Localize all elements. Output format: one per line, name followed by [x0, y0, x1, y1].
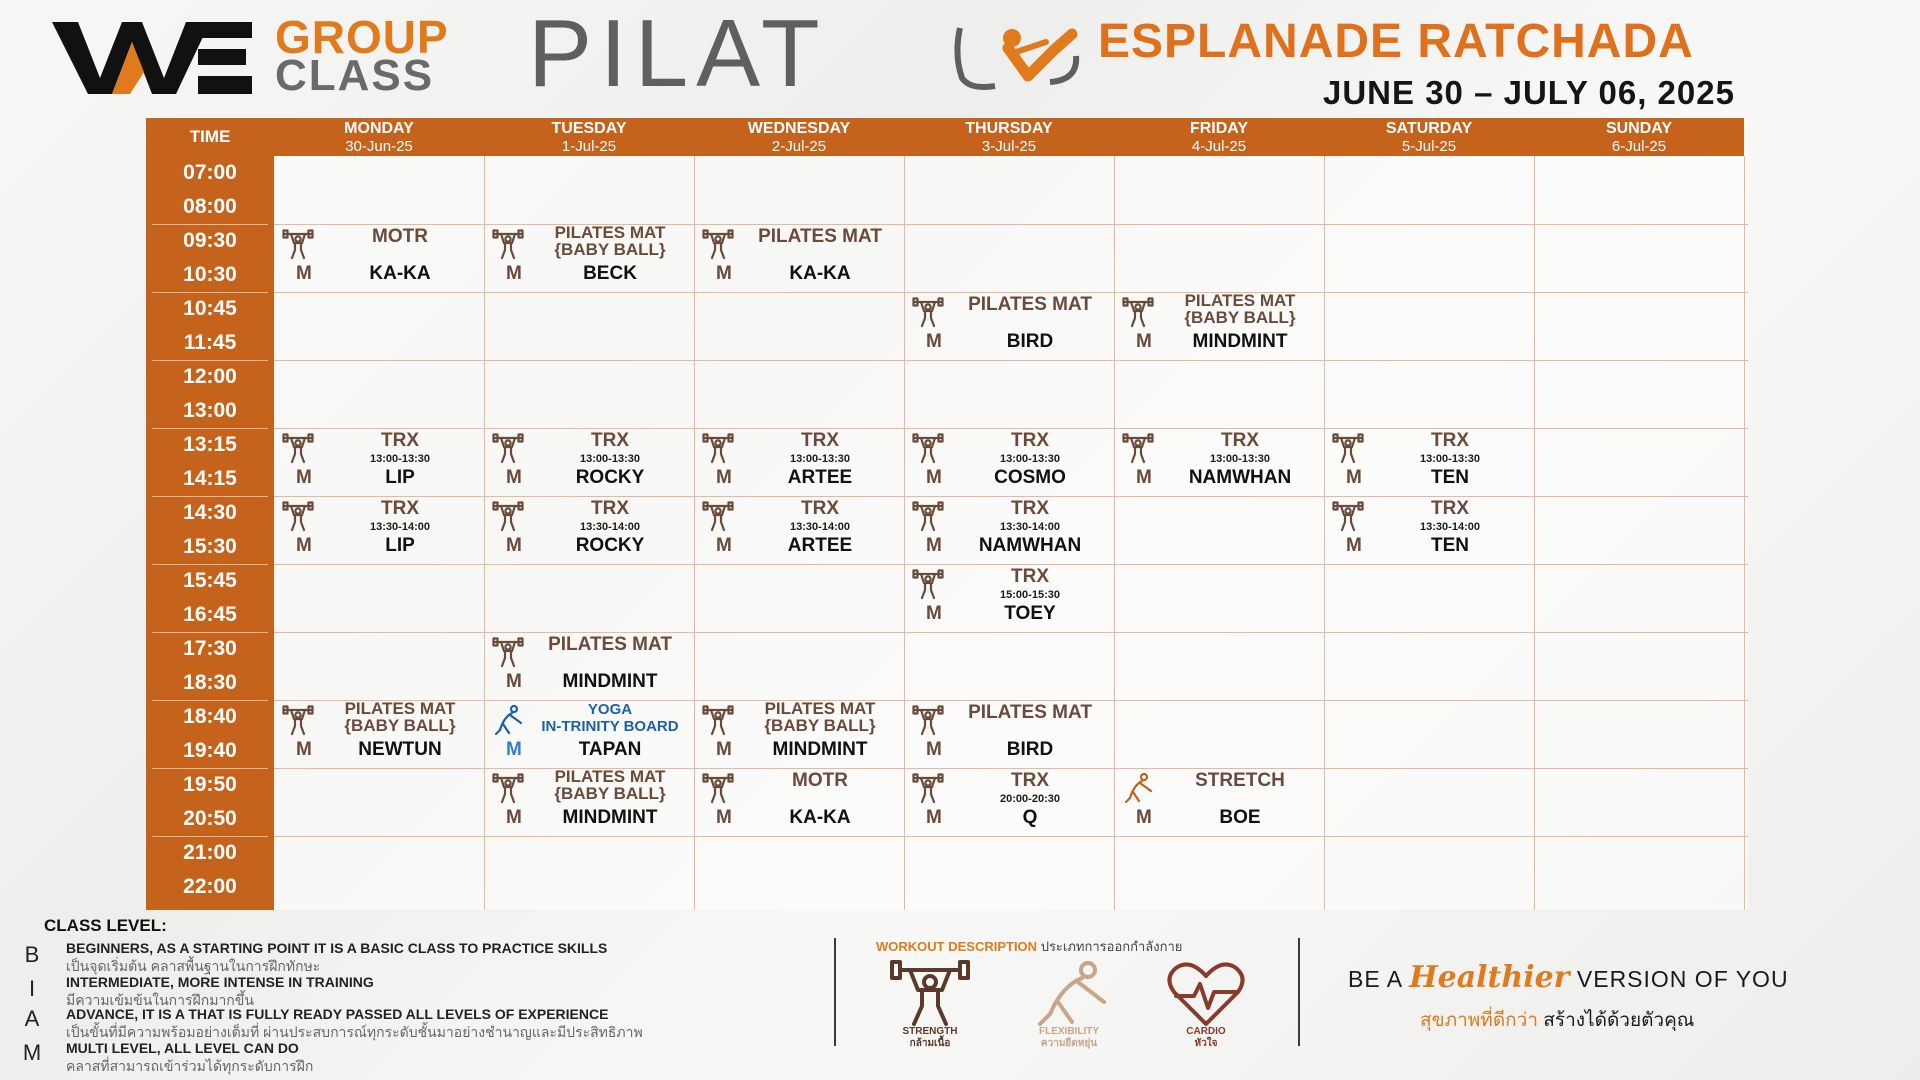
strength-icon — [492, 228, 524, 260]
time-label: 15:45 — [183, 569, 237, 592]
class-cell — [694, 700, 904, 767]
class-cell — [1324, 428, 1534, 495]
strength-icon — [492, 432, 524, 464]
grid-line — [274, 836, 1748, 837]
class-title: TRX — [1011, 566, 1049, 587]
class-cell — [484, 224, 694, 291]
class-title: PILATES MAT {BABY BALL} — [554, 223, 666, 259]
time-label: 16:45 — [183, 603, 237, 626]
slogan: BE A Healthier VERSION OF YOU — [1348, 960, 1789, 995]
class-title: TRX — [381, 498, 419, 519]
class-level: M — [296, 535, 312, 556]
location-title: ESPLANADE RATCHADA — [1098, 15, 1694, 68]
level-description: MULTI LEVEL, ALL LEVEL CAN DO — [66, 1040, 299, 1056]
class-cell — [1324, 496, 1534, 563]
class-time: 13:00-13:30 — [370, 453, 430, 465]
class-title: PILATES MAT {BABY BALL} — [554, 767, 666, 803]
day-header — [694, 118, 904, 156]
slogan-highlight: Healthier — [1409, 960, 1570, 995]
class-level: M — [506, 671, 522, 692]
time-divider — [152, 768, 268, 769]
instructor-name: BIRD — [1006, 739, 1054, 760]
class-title: PILATES MAT {BABY BALL} — [344, 699, 456, 735]
time-divider — [152, 428, 268, 429]
instructor-name: BIRD — [1006, 331, 1054, 352]
class-title: PILATES MAT {BABY BALL} — [764, 699, 876, 735]
strength-label: STRENGTH กล้ามเนื้อ — [902, 1026, 958, 1049]
strength-icon — [702, 500, 734, 532]
instructor-name: NEWTUN — [358, 739, 442, 760]
class-level: M — [1346, 467, 1362, 488]
footer-divider — [1298, 938, 1300, 1046]
strength-icon — [702, 704, 734, 736]
class-level: M — [506, 535, 522, 556]
day-header — [1534, 118, 1744, 156]
class-title: PILATES MAT — [548, 634, 672, 655]
class-cell — [484, 496, 694, 563]
time-label: 18:40 — [183, 705, 237, 728]
strength-icon — [888, 958, 972, 1028]
slogan-thai: สุขภาพที่ดีกว่า สร้างได้ด้วยตัวคุณ — [1420, 1010, 1695, 1031]
grid-line — [274, 360, 1748, 361]
class-title: TRX — [1011, 430, 1049, 451]
level-description-thai: มีความเข้มข้นในการฝึกมากขึ้น — [66, 992, 254, 1008]
class-cell — [1114, 292, 1324, 359]
time-label: 19:40 — [183, 739, 237, 762]
class-cell — [1114, 768, 1324, 835]
class-title: STRETCH — [1195, 770, 1285, 791]
class-level: M — [716, 739, 732, 760]
class-level: M — [716, 467, 732, 488]
class-cell — [484, 428, 694, 495]
instructor-name: ROCKY — [575, 467, 645, 488]
day-date: 2-Jul-25 — [771, 138, 827, 155]
pilates-word: PILAT — [528, 0, 828, 107]
time-divider — [152, 360, 268, 361]
instructor-name: BOE — [1219, 807, 1261, 828]
day-name: WEDNESDAY — [747, 120, 851, 137]
instructor-name: LIP — [385, 467, 415, 488]
class-level: M — [716, 535, 732, 556]
class-cell — [274, 496, 484, 563]
time-label: 15:30 — [183, 535, 237, 558]
instructor-name: KA-KA — [789, 263, 851, 284]
class-title: TRX — [1431, 430, 1469, 451]
class-title: PILATES MAT — [968, 702, 1092, 723]
instructor-name: ROCKY — [575, 535, 645, 556]
instructor-name: TAPAN — [578, 739, 642, 760]
strength-icon — [912, 704, 944, 736]
level-description: BEGINNERS, AS A STARTING POINT IT IS A BASIC CLASS TO PRACTICE SKILLS — [66, 940, 608, 956]
day-name: FRIDAY — [1189, 120, 1249, 137]
class-cell — [904, 428, 1114, 495]
class-title: MOTR — [792, 770, 848, 791]
instructor-name: ARTEE — [787, 535, 853, 556]
class-title: MOTR — [372, 226, 428, 247]
flexibility-label: FLEXIBILITY ความยืดหยุ่น — [1039, 1026, 1099, 1049]
strength-icon — [282, 432, 314, 464]
class-cell — [694, 496, 904, 563]
instructor-name: MINDMINT — [562, 807, 658, 828]
class-level: M — [506, 739, 522, 760]
class-cell — [274, 700, 484, 767]
time-label: 19:50 — [183, 773, 237, 796]
class-level: M — [716, 807, 732, 828]
schedule-table — [146, 118, 1748, 910]
class-cell — [694, 224, 904, 291]
class-word: CLASS — [275, 51, 435, 100]
level-description-thai: เป็นขั้นที่มีความพร้อมอย่างเต็มที่ ผ่านประสบการณ์ทุกระดับชั้นมาอย่างชำนาญและมีประสิทธิภาพ — [66, 1024, 643, 1040]
strength-icon — [282, 704, 314, 736]
day-name: THURSDAY — [965, 120, 1053, 137]
time-label: 11:45 — [183, 331, 237, 354]
time-label: 21:00 — [183, 841, 237, 864]
class-cell — [484, 768, 694, 835]
instructor-name: TEN — [1431, 467, 1469, 488]
instructor-name: MINDMINT — [562, 671, 658, 692]
instructor-name: NAMWHAN — [978, 535, 1082, 556]
class-title: TRX — [591, 498, 629, 519]
class-cell — [904, 496, 1114, 563]
flexibility-icon — [492, 704, 524, 736]
class-cell — [484, 632, 694, 699]
class-cell — [1114, 428, 1324, 495]
strength-icon — [492, 500, 524, 532]
footer-divider — [834, 938, 836, 1046]
strength-icon — [1122, 296, 1154, 328]
cardio-icon — [1164, 958, 1248, 1028]
strength-icon — [1122, 432, 1154, 464]
strength-icon — [912, 432, 944, 464]
day-date: 4-Jul-25 — [1191, 138, 1247, 155]
day-header — [904, 118, 1114, 156]
instructor-name: LIP — [385, 535, 415, 556]
time-label: 13:15 — [183, 433, 237, 456]
day-name: MONDAY — [344, 120, 414, 137]
day-date: 1-Jul-25 — [561, 138, 617, 155]
class-time: 20:00-20:30 — [1000, 793, 1060, 805]
class-time: 13:00-13:30 — [1000, 453, 1060, 465]
time-divider — [152, 836, 268, 837]
class-level: M — [926, 603, 942, 624]
class-time: 13:30-14:00 — [790, 521, 850, 533]
strength-icon — [1332, 500, 1364, 532]
level-description: INTERMEDIATE, MORE INTENSE IN TRAINING — [66, 974, 374, 990]
class-time: 13:30-14:00 — [370, 521, 430, 533]
time-divider — [152, 292, 268, 293]
class-title: TRX — [801, 498, 839, 519]
day-name: TUESDAY — [551, 120, 627, 137]
time-label: 13:00 — [183, 399, 237, 422]
class-title: TRX — [801, 430, 839, 451]
time-divider — [152, 632, 268, 633]
class-cell — [484, 700, 694, 767]
instructor-name: MINDMINT — [772, 739, 868, 760]
class-time: 13:30-14:00 — [1420, 521, 1480, 533]
time-label: 18:30 — [183, 671, 237, 694]
instructor-name: MINDMINT — [1192, 331, 1288, 352]
class-cell — [904, 700, 1114, 767]
strength-icon — [1332, 432, 1364, 464]
level-description-thai: เป็นจุดเริ่มต้น คลาสพื้นฐานในการฝึกทักษะ — [66, 958, 321, 974]
class-title: TRX — [1431, 498, 1469, 519]
strength-icon — [912, 772, 944, 804]
level-description-thai: คลาสที่สามารถเข้าร่วมได้ทุกระดับการฝึก — [66, 1058, 314, 1074]
class-title: PILATES MAT — [968, 294, 1092, 315]
time-label: 09:30 — [183, 229, 237, 252]
strength-icon — [282, 500, 314, 532]
time-header: TIME — [189, 127, 231, 146]
time-label: 17:30 — [183, 637, 237, 660]
class-level: M — [926, 467, 942, 488]
class-title: TRX — [1011, 498, 1049, 519]
strength-icon — [702, 432, 734, 464]
grid-line — [1744, 156, 1745, 910]
level-letter: I — [28, 976, 36, 1001]
class-time: 13:00-13:30 — [1210, 453, 1270, 465]
class-cell — [694, 428, 904, 495]
level-letter: M — [22, 1040, 42, 1065]
class-time: 13:30-14:00 — [1000, 521, 1060, 533]
instructor-name: COSMO — [994, 467, 1066, 488]
time-label: 20:50 — [183, 807, 237, 830]
class-time: 13:00-13:30 — [580, 453, 640, 465]
day-header — [1114, 118, 1324, 156]
day-date: 3-Jul-25 — [981, 138, 1037, 155]
class-title: TRX — [381, 430, 419, 451]
workout-description-title — [876, 936, 1182, 957]
level-description: ADVANCE, IT IS A THAT IS FULLY READY PASSED ALL LEVELS OF EXPERIENCE — [66, 1006, 609, 1022]
time-label: 12:00 — [183, 365, 237, 388]
strength-icon — [492, 636, 524, 668]
class-level: M — [506, 263, 522, 284]
time-label: 10:30 — [183, 263, 237, 286]
strength-icon — [282, 228, 314, 260]
day-header — [1324, 118, 1534, 156]
class-cell — [904, 564, 1114, 631]
time-divider — [152, 564, 268, 565]
class-title: TRX — [1011, 770, 1049, 791]
level-letter: B — [24, 942, 40, 967]
class-title: TRX — [1221, 430, 1259, 451]
flexibility-icon — [1028, 958, 1112, 1028]
strength-icon — [912, 568, 944, 600]
instructor-name: TEN — [1431, 535, 1469, 556]
class-cell — [274, 428, 484, 495]
instructor-name: KA-KA — [369, 263, 431, 284]
class-title: YOGA IN-TRINITY BOARD — [541, 701, 679, 736]
level-letter: A — [24, 1006, 40, 1031]
class-level: M — [296, 467, 312, 488]
class-level: M — [1136, 467, 1152, 488]
class-cell — [274, 224, 484, 291]
instructor-name: Q — [1022, 807, 1038, 828]
day-date: 6-Jul-25 — [1611, 138, 1667, 155]
strength-icon — [702, 228, 734, 260]
class-level: M — [716, 263, 732, 284]
class-time: 13:00-13:30 — [1420, 453, 1480, 465]
class-level: M — [1136, 807, 1152, 828]
day-header — [484, 118, 694, 156]
day-name: SATURDAY — [1385, 120, 1473, 137]
strength-icon — [912, 296, 944, 328]
strength-icon — [702, 772, 734, 804]
time-label: 08:00 — [183, 195, 237, 218]
workout-title-th: ประเภทการออกกำลังกาย — [1040, 939, 1183, 954]
class-cell — [904, 768, 1114, 835]
class-title: PILATES MAT — [758, 226, 882, 247]
grid-line — [1534, 156, 1535, 910]
class-time: 15:00-15:30 — [1000, 589, 1060, 601]
class-time: 13:00-13:30 — [790, 453, 850, 465]
class-title: TRX — [591, 430, 629, 451]
class-level: M — [926, 739, 942, 760]
time-label: 14:15 — [183, 467, 237, 490]
instructor-name: ARTEE — [787, 467, 853, 488]
day-date: 30-Jun-25 — [345, 138, 413, 155]
time-label: 14:30 — [183, 501, 237, 524]
class-level: M — [506, 467, 522, 488]
time-divider — [152, 224, 268, 225]
time-divider — [152, 700, 268, 701]
day-name: SUNDAY — [1605, 120, 1673, 137]
day-date: 5-Jul-25 — [1401, 138, 1457, 155]
workout-title-en: WORKOUT DESCRIPTION — [876, 939, 1038, 954]
class-level: M — [926, 331, 942, 352]
class-level: M — [506, 807, 522, 828]
instructor-name: NAMWHAN — [1188, 467, 1292, 488]
class-time: 13:30-14:00 — [580, 521, 640, 533]
class-level: M — [926, 535, 942, 556]
class-level: M — [926, 807, 942, 828]
time-label: 10:45 — [183, 297, 237, 320]
class-level: M — [296, 263, 312, 284]
cardio-label: CARDIO หัวใจ — [1186, 1026, 1226, 1049]
date-range: JUNE 30 – JULY 06, 2025 — [1323, 74, 1735, 111]
class-title: PILATES MAT {BABY BALL} — [1184, 291, 1296, 327]
class-level: M — [1346, 535, 1362, 556]
strength-icon — [912, 500, 944, 532]
day-header — [274, 118, 484, 156]
strength-icon — [492, 772, 524, 804]
group-word: GROUP — [275, 11, 449, 63]
pilates-pose-icon — [950, 20, 1080, 90]
class-level-title: CLASS LEVEL: — [44, 916, 167, 935]
class-cell — [904, 292, 1114, 359]
time-label: 22:00 — [183, 875, 237, 898]
instructor-name: KA-KA — [789, 807, 851, 828]
instructor-name: TOEY — [1004, 603, 1056, 624]
class-cell — [694, 768, 904, 835]
we-logo — [52, 18, 252, 96]
class-level: M — [296, 739, 312, 760]
time-label: 07:00 — [183, 161, 237, 184]
flexibility-icon — [1122, 772, 1154, 804]
class-level: M — [1136, 331, 1152, 352]
instructor-name: BECK — [583, 263, 637, 284]
time-divider — [152, 496, 268, 497]
